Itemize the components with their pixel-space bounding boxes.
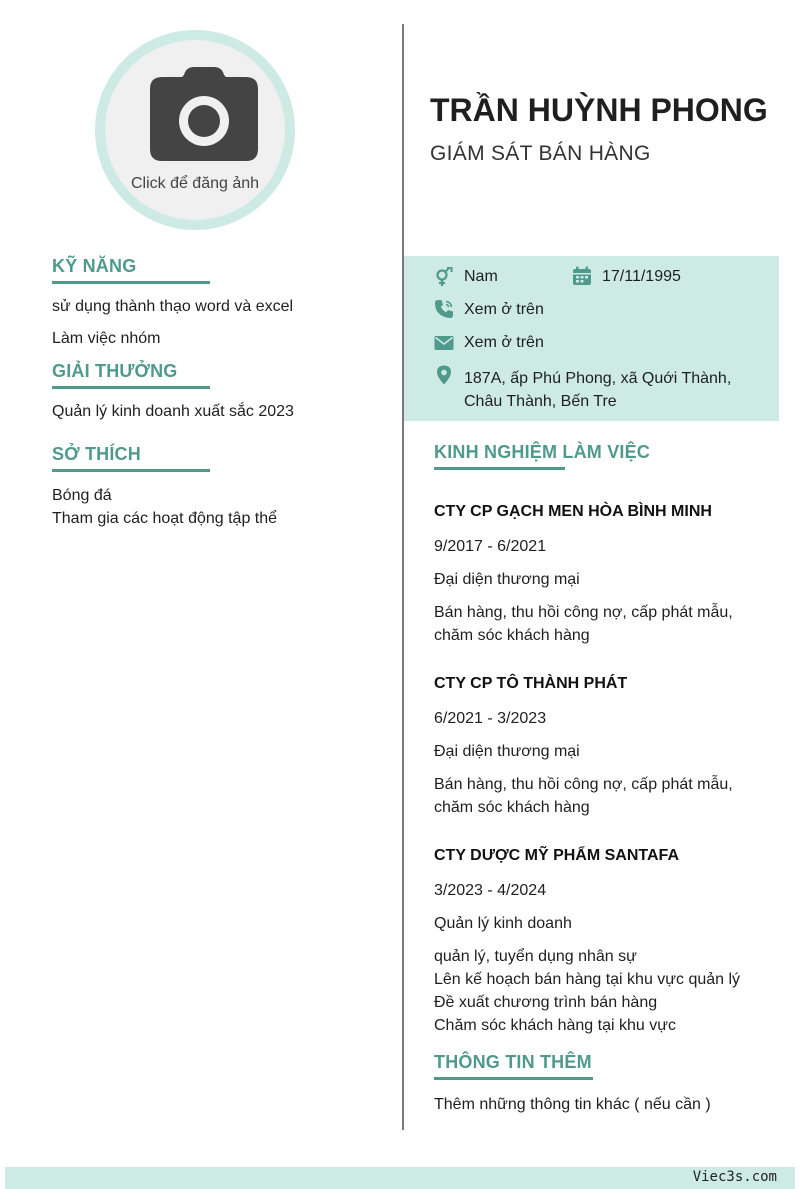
job-description — [434, 945, 764, 1037]
job-position: Đại diện thương mại — [434, 571, 580, 588]
job-description — [434, 601, 764, 647]
footer-bar — [5, 1167, 795, 1189]
footer-brand: Viec3s.com — [692, 1169, 777, 1185]
job-position: Đại diện thương mại — [434, 743, 580, 760]
experience-section — [434, 442, 764, 1037]
job-description-line: Đề xuất chương trình bán hàng — [434, 994, 658, 1011]
section-underline — [52, 281, 210, 284]
phone-icon — [434, 299, 454, 319]
job-description-line: Chăm sóc khách hàng tại khu vực — [434, 1017, 676, 1034]
hobby-item: Bóng đá — [52, 487, 112, 504]
additional-info-section — [434, 1052, 764, 1116]
address-line: Châu Thành, Bến Tre — [464, 393, 617, 410]
location-pin-icon — [434, 365, 454, 385]
address-value — [464, 367, 731, 413]
skill-item: sử dụng thành thạo word và excel — [52, 298, 294, 315]
job-period: 3/2023 - 4/2024 — [434, 882, 547, 899]
avatar-caption: Click để đăng ảnh — [130, 175, 260, 192]
avatar-placeholder[interactable] — [105, 40, 285, 220]
address-line: 187A, ấp Phú Phong, xã Quới Thành, — [464, 370, 732, 387]
experience-title: KINH NGHIỆM LÀM VIỆC — [434, 442, 651, 462]
right-column — [434, 442, 764, 1116]
job-period: 6/2021 - 3/2023 — [434, 710, 547, 727]
job-entry — [434, 847, 764, 1037]
job-description-line: chăm sóc khách hàng — [434, 627, 590, 644]
column-divider — [402, 24, 404, 1130]
job-position: Quản lý kinh doanh — [434, 915, 572, 932]
section-underline — [52, 469, 210, 472]
email-value: Xem ở trên — [464, 334, 544, 351]
candidate-name: TRẦN HUỲNH PHONG — [430, 92, 768, 128]
camera-icon — [150, 67, 258, 161]
additional-info-text: Thêm những thông tin khác ( nếu cần ) — [434, 1096, 711, 1113]
skill-item: Làm việc nhóm — [52, 330, 161, 347]
section-underline — [434, 1077, 593, 1080]
hobbies-title: SỞ THÍCH — [52, 444, 141, 464]
additional-info-title: THÔNG TIN THÊM — [434, 1052, 592, 1072]
job-description-line: Lên kế hoạch bán hàng tại khu vực quản lý — [434, 971, 741, 988]
job-entry — [434, 503, 764, 647]
job-company: CTY CP GẠCH MEN HÒA BÌNH MINH — [434, 503, 712, 520]
job-description-line: quản lý, tuyển dụng nhân sự — [434, 948, 637, 965]
job-period: 9/2017 - 6/2021 — [434, 538, 547, 555]
birthday-value: 17/11/1995 — [602, 268, 681, 285]
job-title: GIÁM SÁT BÁN HÀNG — [430, 142, 651, 165]
email-icon — [434, 333, 454, 353]
hobbies-section — [52, 444, 382, 528]
awards-title: GIẢI THƯỞNG — [52, 361, 178, 381]
job-description-line: Bán hàng, thu hồi công nợ, cấp phát mẫu, — [434, 776, 733, 793]
left-column — [52, 256, 382, 528]
job-description-line: Bán hàng, thu hồi công nợ, cấp phát mẫu, — [434, 604, 733, 621]
section-underline — [434, 467, 565, 470]
section-underline — [52, 386, 210, 389]
gender-icon — [434, 267, 454, 287]
job-entry — [434, 675, 764, 819]
job-company: CTY DƯỢC MỸ PHẨM SANTAFA — [434, 847, 679, 864]
avatar[interactable] — [95, 30, 295, 230]
contact-panel — [404, 256, 779, 421]
calendar-icon — [572, 266, 592, 286]
gender-value: Nam — [464, 268, 498, 285]
job-company: CTY CP TÔ THÀNH PHÁT — [434, 675, 628, 692]
awards-section — [52, 361, 382, 421]
job-description — [434, 773, 764, 819]
skills-section — [52, 256, 382, 348]
phone-value: Xem ở trên — [464, 301, 544, 318]
job-description-line: chăm sóc khách hàng — [434, 799, 590, 816]
hobby-item: Tham gia các hoạt động tập thể — [52, 510, 278, 527]
skills-title: KỸ NĂNG — [52, 256, 137, 276]
award-item: Quản lý kinh doanh xuất sắc 2023 — [52, 403, 294, 420]
